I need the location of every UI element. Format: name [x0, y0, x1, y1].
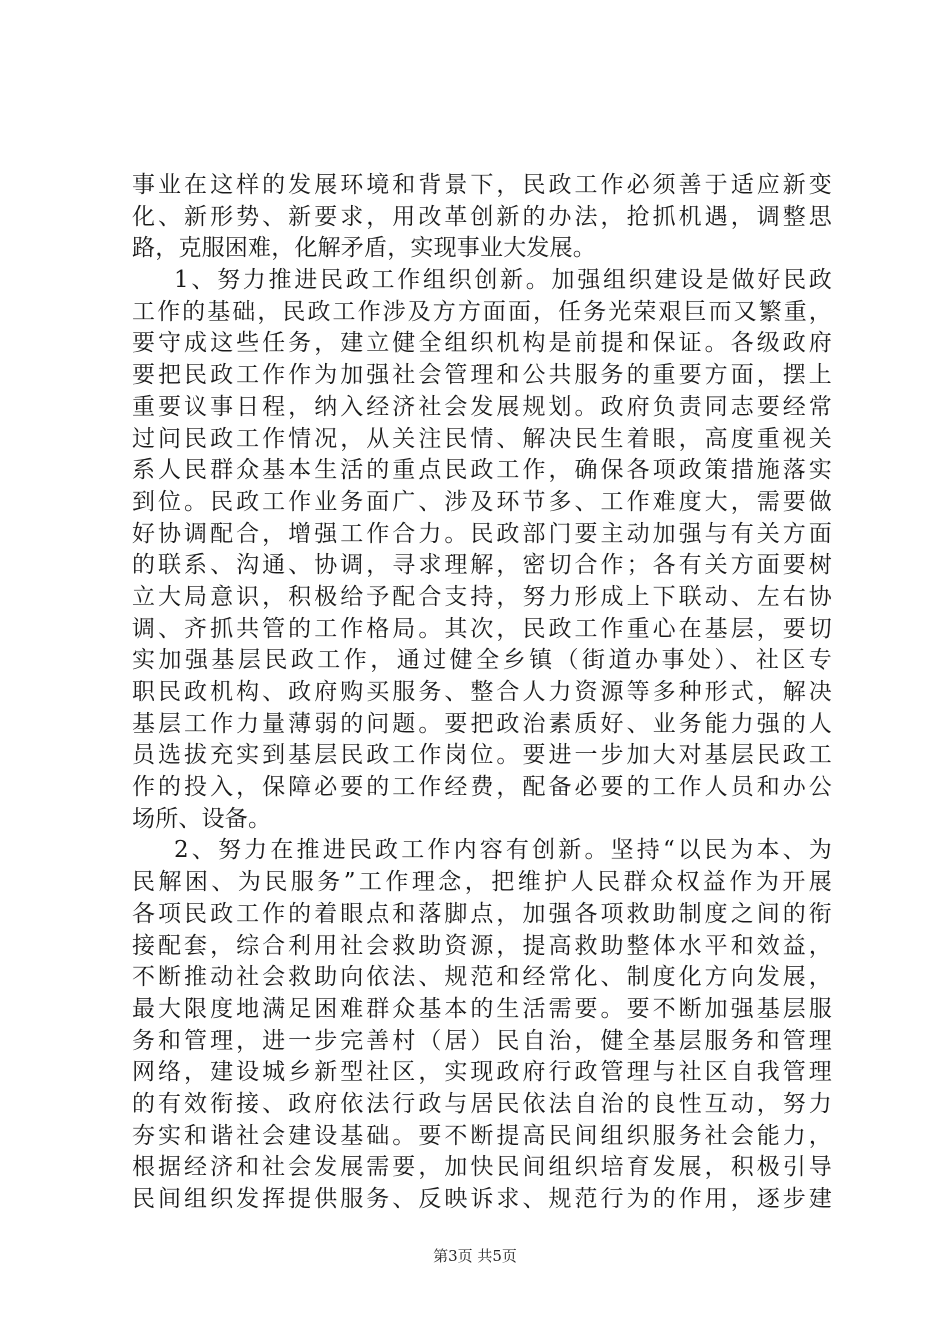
text-line: 化、新形势、新要求，用改革创新的办法，抢抓机遇，调整思	[132, 203, 832, 230]
text-line: 调、齐抓共管的工作格局。其次，民政工作重心在基层，要切	[132, 615, 832, 642]
text-line: 事业在这样的发展环境和背景下，民政工作必须善于适应新变	[132, 172, 832, 198]
text-line: 实加强基层民政工作，通过健全乡镇（街道办事处）、社区专	[132, 647, 832, 674]
text-line: 夯实和谐社会建设基础。要不断提高民间组织服务社会能力，	[132, 1122, 832, 1149]
text-line: 民间组织发挥提供服务、反映诉求、规范行为的作用，逐步建	[132, 1186, 832, 1212]
text-line: 路，克服困难，化解矛盾，实现事业大发展。	[132, 235, 596, 262]
text-line: 系人民群众基本生活的重点民政工作，确保各项政策措施落实	[132, 457, 832, 484]
text-line: 好协调配合，增强工作合力。民政部门要主动加强与有关方面	[132, 520, 832, 547]
text-line: 最大限度地满足困难群众基本的生活需要。要不断加强基层服	[132, 995, 832, 1022]
text-line: 的有效衔接、政府依法行政与居民依法自治的良性互动，努力	[132, 1090, 832, 1117]
text-line: 网络，建设城乡新型社区，实现政府行政管理与社区自我管理	[132, 1059, 832, 1086]
text-line: 基层工作力量薄弱的问题。要把政治素质好、业务能力强的人	[132, 710, 832, 737]
text-line: 根据经济和社会发展需要，加快民间组织培育发展，积极引导	[132, 1154, 832, 1181]
text-line: 场所、设备。	[132, 805, 272, 832]
text-line: 要把民政工作作为加强社会管理和公共服务的重要方面，摆上	[132, 362, 832, 389]
text-line: 接配套，综合利用社会救助资源，提高救助整体水平和效益，	[132, 932, 832, 959]
text-line: 作的投入，保障必要的工作经费，配备必要的工作人员和办公	[132, 774, 832, 801]
page-footer: 第3页 共5页	[433, 1247, 517, 1265]
text-line: 到位。民政工作业务面广、涉及环节多、工作难度大，需要做	[132, 488, 832, 515]
text-line: 过问民政工作情况，从关注民情、解决民生着眼，高度重视关	[132, 425, 832, 452]
text-line: 各项民政工作的着眼点和落脚点，加强各项救助制度之间的衔	[132, 900, 832, 927]
text-line: 工作的基础，民政工作涉及方方面面，任务光荣艰巨而又繁重，	[132, 298, 832, 325]
text-line: 务和管理，进一步完善村（居）民自治，健全基层服务和管理	[132, 1027, 832, 1054]
text-line: 员选拔充实到基层民政工作岗位。要进一步加大对基层民政工	[132, 742, 832, 769]
text-line: 民解困、为民服务”工作理念，把维护人民群众权益作为开展	[132, 869, 832, 896]
text-line: 要守成这些任务，建立健全组织机构是前提和保证。各级政府	[132, 330, 832, 357]
paragraph-2-start: 2、努力在推进民政工作内容有创新。坚持“以民为本、为	[174, 837, 832, 864]
body-text	[132, 170, 832, 1216]
text-line: 的联系、沟通、协调，寻求理解，密切合作；各有关方面要树	[132, 552, 832, 579]
text-line: 重要议事日程，纳入经济社会发展规划。政府负责同志要经常	[132, 393, 832, 420]
paragraph-1-start: 1、努力推进民政工作组织创新。加强组织建设是做好民政	[174, 267, 832, 294]
text-line: 职民政机构、政府购买服务、整合人力资源等多种形式，解决	[132, 679, 832, 705]
text-line: 不断推动社会救助向依法、规范和经常化、制度化方向发展，	[132, 964, 832, 991]
text-line: 立大局意识，积极给予配合支持，努力形成上下联动、左右协	[132, 583, 832, 610]
